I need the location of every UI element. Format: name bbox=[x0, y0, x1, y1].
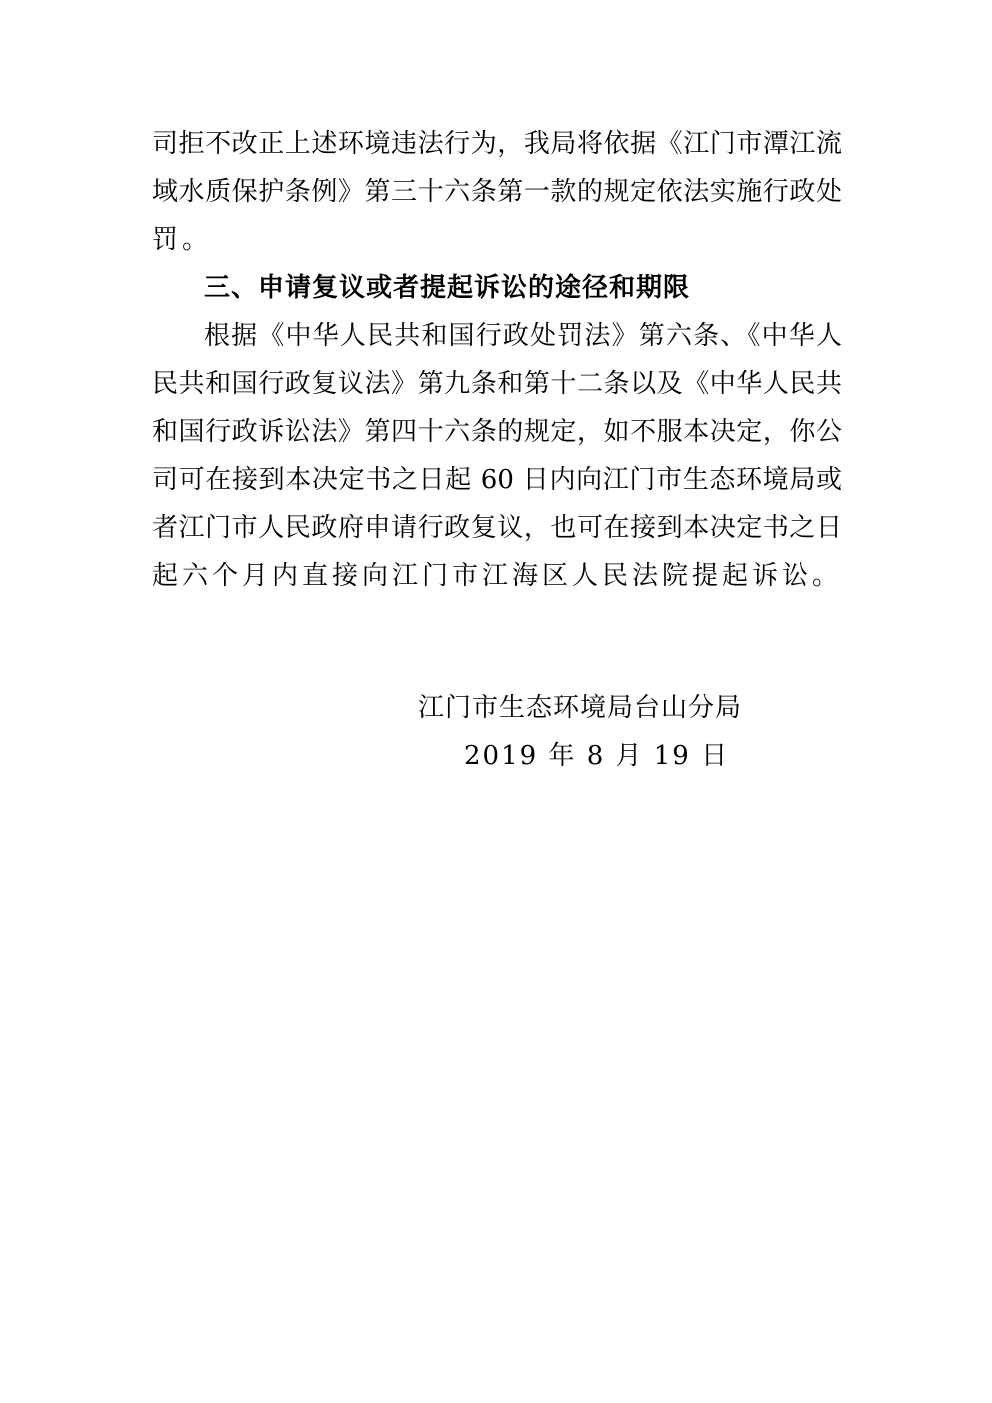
paragraph-line: 司可在接到本决定书之日起 60 日内向江门市生态环境局或 bbox=[152, 465, 842, 495]
paragraph-line: 罚。 bbox=[152, 225, 213, 255]
paragraph-line: 和国行政诉讼法》第四十六条的规定，如不服本决定，你公 bbox=[152, 417, 842, 447]
paragraph-line: 者江门市人民政府申请行政复议，也可在接到本决定书之日 bbox=[152, 513, 842, 543]
paragraph-line: 司拒不改正上述环境违法行为，我局将依据《江门市潭江流 bbox=[152, 129, 842, 159]
signature-date: 2019 年 8 月 19 日 bbox=[464, 741, 730, 771]
paragraph-line: 域水质保护条例》第三十六条第一款的规定依法实施行政处 bbox=[152, 177, 842, 207]
signature-organization: 江门市生态环境局台山分局 bbox=[418, 693, 743, 723]
paragraph-line: 根据《中华人民共和国行政处罚法》第六条、《中华人 bbox=[204, 321, 842, 351]
paragraph-line: 起六个月内直接向江门市江海区人民法院提起诉讼。 bbox=[152, 561, 843, 591]
section-heading: 三、申请复议或者提起诉讼的途径和期限 bbox=[204, 273, 691, 303]
paragraph-line: 民共和国行政复议法》第九条和第十二条以及《中华人民共 bbox=[152, 369, 842, 399]
